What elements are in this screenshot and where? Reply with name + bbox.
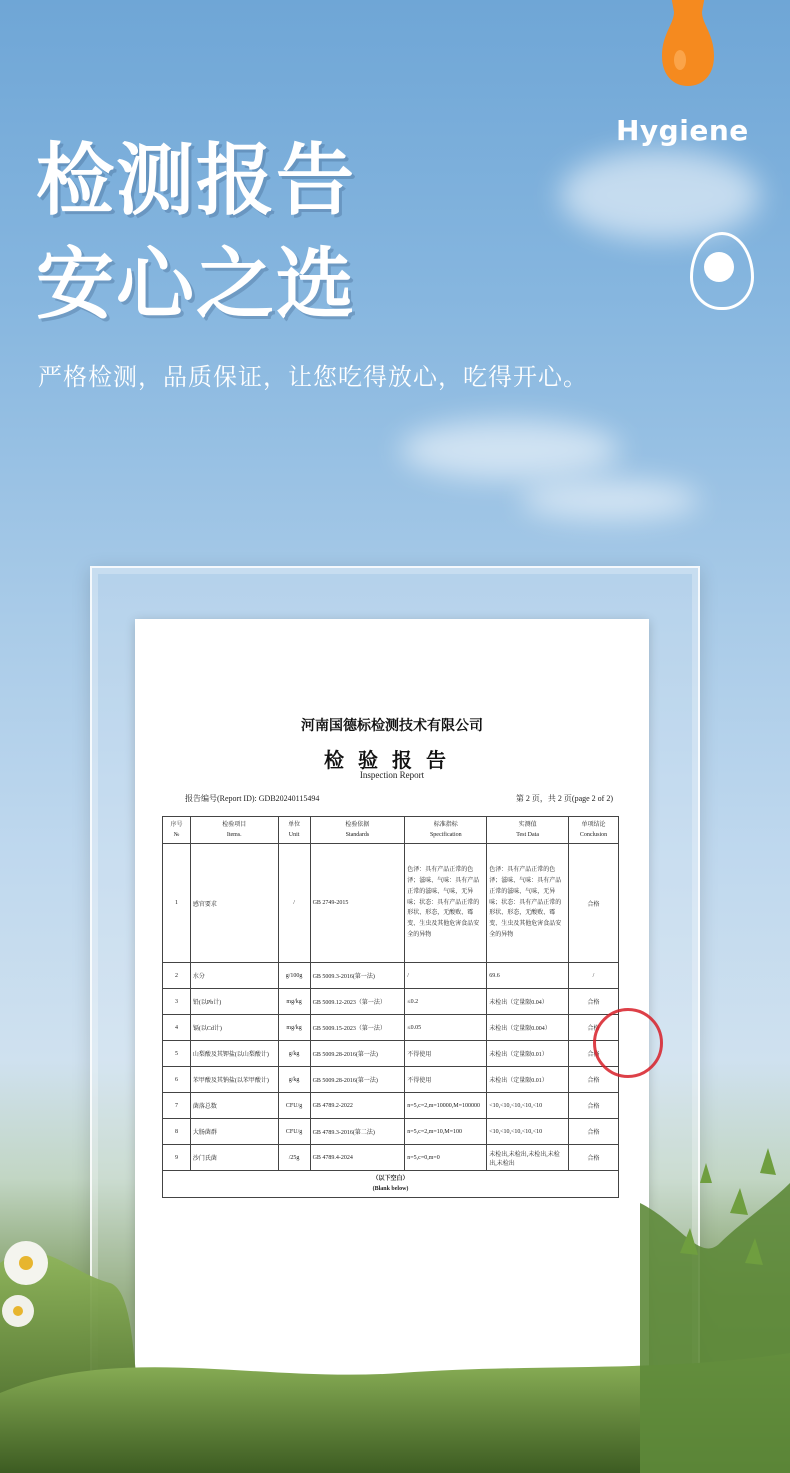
cell-test: 未检出（定量限0.04） <box>487 989 569 1015</box>
column-header: 序号 № <box>163 817 191 844</box>
cell-item: 铅(以Pb计) <box>190 989 278 1015</box>
cell-spec: 不得使用 <box>405 1041 487 1067</box>
cell-unit: CFU/g <box>278 1119 310 1145</box>
column-header: 检验项目 Items. <box>190 817 278 844</box>
cell-test: 未检出,未检出,未检出,未检出,未检出 <box>487 1145 569 1171</box>
cell-spec: 色泽：具有产品正常的色泽；滋味、气味：具有产品正常的滋味、气味，无异味；状态：具有产品正常的形状、形态，无酸败、霉变、生虫及其他危害食品安全的异物 <box>405 844 487 963</box>
cell-no: 8 <box>163 1119 191 1145</box>
cell-unit: mg/kg <box>278 1015 310 1041</box>
headline-line1: 检测报告 <box>36 136 357 226</box>
cell-unit: g/100g <box>278 963 310 989</box>
report-title-en: Inspection Report <box>359 770 425 780</box>
cell-standard: GB 4789.3-2016(第二法) <box>310 1119 405 1145</box>
cell-item: 大肠菌群 <box>190 1119 278 1145</box>
table-row <box>163 989 619 1015</box>
cell-no: 2 <box>163 963 191 989</box>
cell-no: 9 <box>163 1145 191 1171</box>
cell-item: 山梨酸及其钾盐(以山梨酸计) <box>190 1041 278 1067</box>
cell-no: 5 <box>163 1041 191 1067</box>
cell-test: 未检出（定量限0.01） <box>487 1041 569 1067</box>
cell-no: 1 <box>163 844 191 963</box>
cell-unit: / <box>278 844 310 963</box>
cell-no: 3 <box>163 989 191 1015</box>
cell-conclusion: / <box>569 963 619 989</box>
cell-conclusion: 合格 <box>569 989 619 1015</box>
cell-item: 感官要求 <box>190 844 278 963</box>
company-name: 河南国德标检测技术有限公司 <box>301 718 483 734</box>
cell-conclusion: 合格 <box>569 1067 619 1093</box>
cell-unit: mg/kg <box>278 989 310 1015</box>
cell-test: <10,<10,<10,<10,<10 <box>487 1093 569 1119</box>
cell-item: 镉(以Cd计) <box>190 1015 278 1041</box>
cell-spec: n=5,c=2,m=10,M=100 <box>405 1119 487 1145</box>
report-table <box>162 816 619 1198</box>
cell-item: 菌落总数 <box>190 1093 278 1119</box>
page-number: 第 2 页，共 2 页(page 2 of 2) <box>515 794 613 803</box>
cell-test: 未检出（定量限0.01） <box>487 1067 569 1093</box>
cell-standard: GB 5009.12-2023（第一法） <box>310 989 405 1015</box>
grass-foreground <box>0 1143 790 1473</box>
orange-drop-icon <box>662 0 714 90</box>
cell-standard: GB 5009.3-2016(第一法) <box>310 963 405 989</box>
cell-no: 4 <box>163 1015 191 1041</box>
cell-test: <10,<10,<10,<10,<10 <box>487 1119 569 1145</box>
column-header: 单项结论 Conclusion <box>569 817 619 844</box>
cell-standard: GB 4789.2-2022 <box>310 1093 405 1119</box>
cell-conclusion: 合格 <box>569 1145 619 1171</box>
cell-unit: g/kg <box>278 1067 310 1093</box>
cell-spec: 不得使用 <box>405 1067 487 1093</box>
egg-yolk <box>704 252 734 282</box>
cell-spec: ≤0.05 <box>405 1015 487 1041</box>
blank-below: （以下空白） (Blank below) <box>163 1171 619 1198</box>
cell-standard: GB 5009.28-2016(第一法) <box>310 1041 405 1067</box>
cell-spec: n=5,c=2,m=10000,M=100000 <box>405 1093 487 1119</box>
cell-conclusion: 合格 <box>569 1119 619 1145</box>
cloud <box>400 420 620 480</box>
cell-standard: GB 4789.4-2024 <box>310 1145 405 1171</box>
cell-spec: ≤0.2 <box>405 989 487 1015</box>
cell-conclusion: 合格 <box>569 1093 619 1119</box>
brand-label: Hygiene <box>616 114 749 147</box>
table-row <box>163 1093 619 1119</box>
table-row <box>163 1119 619 1145</box>
column-header: 单位 Unit <box>278 817 310 844</box>
subtitle: 严格检测，品质保证，让您吃得放心，吃得开心。 <box>38 363 588 391</box>
report-title: 检验报告 <box>324 748 460 772</box>
table-row <box>163 844 619 963</box>
cell-test: 未检出（定量限0.004） <box>487 1015 569 1041</box>
report-number: 报告编号(Report ID): GDB20240115494 <box>185 794 320 803</box>
cell-unit: g/kg <box>278 1041 310 1067</box>
cell-standard: GB 2749-2015 <box>310 844 405 963</box>
column-header: 标准指标 Specification <box>405 817 487 844</box>
cell-test: 69.6 <box>487 963 569 989</box>
cell-conclusion: 合格 <box>569 1041 619 1067</box>
cell-unit: CFU/g <box>278 1093 310 1119</box>
cell-standard: GB 5009.15-2023（第一法） <box>310 1015 405 1041</box>
cell-item: 水分 <box>190 963 278 989</box>
cell-standard: GB 5009.28-2016(第一法) <box>310 1067 405 1093</box>
column-header: 实测值 Test Data <box>487 817 569 844</box>
red-seal-stamp <box>593 1008 663 1078</box>
column-header: 检验依据 Standards <box>310 817 405 844</box>
cell-no: 7 <box>163 1093 191 1119</box>
cloud <box>560 150 760 240</box>
cell-conclusion: 合格 <box>569 844 619 963</box>
cell-item: 苯甲酸及其钠盐(以苯甲酸计) <box>190 1067 278 1093</box>
headline-line2: 安心之选 <box>36 240 357 330</box>
cell-conclusion: 合格 <box>569 1015 619 1041</box>
cell-unit: /25g <box>278 1145 310 1171</box>
cell-test: 色泽：具有产品正常的色泽；滋味、气味：具有产品正常的滋味、气味，无异味；状态：具有产品正常的形状、形态，无酸败、霉变、生虫及其他危害食品安全的异物 <box>487 844 569 963</box>
cell-spec: / <box>405 963 487 989</box>
table-row <box>163 1041 619 1067</box>
table-row <box>163 1067 619 1093</box>
cloud <box>520 480 700 520</box>
cell-spec: n=5,c=0,m=0 <box>405 1145 487 1171</box>
table-row <box>163 963 619 989</box>
cell-no: 6 <box>163 1067 191 1093</box>
cell-item: 沙门氏菌 <box>190 1145 278 1171</box>
table-header-row <box>163 817 619 844</box>
table-row <box>163 1015 619 1041</box>
